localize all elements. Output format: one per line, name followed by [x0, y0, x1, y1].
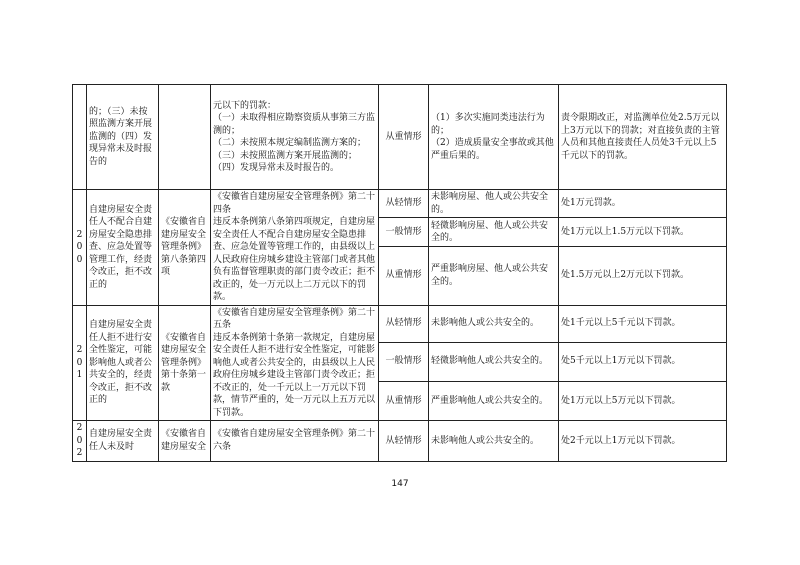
circumstance-cell: 严重影响房屋、他人或公共安全的。 — [429, 246, 559, 305]
severity-level-cell: 从重情形 — [379, 85, 429, 190]
circumstance-cell: 未影响他人或公共安全的。 — [429, 305, 559, 342]
table-row — [73, 85, 727, 190]
row-number-cell: 200 — [73, 190, 87, 306]
legal-basis-cell: 《安徽省自建房屋安全 — [159, 421, 211, 462]
circumstance-cell: 轻微影响房屋、他人或公共安全的。 — [429, 218, 559, 246]
row-number-cell: 202 — [73, 421, 87, 462]
table-row — [73, 190, 727, 218]
penalty-basis-cell — [211, 85, 379, 190]
penalty-standard-cell: 处1千元以上5千元以下罚款。 — [559, 305, 727, 342]
severity-level-cell: 从轻情形 — [379, 421, 429, 462]
legal-basis-cell: 《安徽省自建房屋安全管理条例》第八条第四项 — [159, 190, 211, 306]
penalty-basis-cell: 《安徽省自建房屋安全管理条例》第二十六条 — [211, 421, 379, 462]
penalty-basis-line: （二）未按照本规定编制监测方案的； — [213, 138, 367, 148]
page-number: 147 — [391, 479, 409, 489]
violation-behavior-cell: 自建房屋安全责任人不配合自建房屋安全隐患排查、应急处置等管理工作，经责令改正，拒不改正的 — [87, 190, 159, 306]
circumstance-line: （1）多次实施同类违法行为的； — [431, 113, 545, 136]
circumstance-cell — [429, 85, 559, 190]
circumstance-cell: 未影响房屋、他人或公共安全的。 — [429, 190, 559, 218]
violation-behavior-cell: 自建房屋安全责任人未及时 — [87, 421, 159, 462]
penalty-standard-table — [72, 84, 727, 462]
circumstance-cell: 轻微影响他人或公共安全的。 — [429, 342, 559, 381]
violation-behavior-cell: 的；（三）未按照监测方案开展监测的（四）发现异常未及时报告的 — [87, 85, 159, 190]
penalty-basis-line: （一）未取得相应勘察资质从事第三方监测的； — [213, 113, 376, 136]
penalty-basis-line: （三）未按照监测方案开展监测的； — [213, 150, 358, 161]
penalty-standard-cell: 处1万元以上5万元以下罚款。 — [559, 381, 727, 420]
severity-level-cell: 从重情形 — [379, 246, 429, 305]
penalty-basis-line: 元以下的罚款： — [213, 100, 277, 111]
penalty-standard-cell: 处1万元以上1.5万元以下罚款。 — [559, 218, 727, 246]
penalty-standard-cell: 处1.5万元以上2万元以下罚款。 — [559, 246, 727, 305]
legal-basis-cell — [159, 85, 211, 190]
severity-level-cell: 一般情形 — [379, 218, 429, 246]
table-row — [73, 421, 727, 462]
penalty-basis-cell: 《安徽省自建房屋安全管理条例》第二十五条 违反本条例第十条第一款规定，自建房屋安全责任人拒不进行安全性鉴定，可能影响他人或者公共安全的，由县级以上人民政府住房城乡建设主管部门责令改正；拒不改正的，处一千元以上一万元以下罚款，情节严重的，处一万元以上五万元以下罚款。 — [211, 305, 379, 421]
circumstance-cell: 严重影响他人或公共安全的。 — [429, 381, 559, 420]
severity-level-cell: 一般情形 — [379, 342, 429, 381]
legal-basis-cell: 《安徽省自建房屋安全管理条例》第十条第一款 — [159, 305, 211, 421]
severity-level-cell: 从轻情形 — [379, 305, 429, 342]
severity-level-cell: 从重情形 — [379, 381, 429, 420]
table-row — [73, 305, 727, 342]
penalty-standard-cell: 处2千元以上1万元以下罚款。 — [559, 421, 727, 462]
penalty-standard-cell: 处1万元罚款。 — [559, 190, 727, 218]
violation-behavior-cell: 自建房屋安全责任人拒不进行安全性鉴定，可能影响他人或者公共安全的，经责令改正，拒不改正的 — [87, 305, 159, 421]
circumstance-cell: 未影响他人或公共安全的。 — [429, 421, 559, 462]
severity-level-cell: 从轻情形 — [379, 190, 429, 218]
row-number-cell: 201 — [73, 305, 87, 421]
penalty-standard-cell: 处5千元以上1万元以下罚款。 — [559, 342, 727, 381]
penalty-standard-cell: 责令限期改正，对监测单位处2.5万元以上3万元以下的罚款；对直接负责的主管人员和其他直接责任人员处3千元以上5千元以下的罚款。 — [559, 85, 727, 190]
row-number-cell — [73, 85, 87, 190]
circumstance-line: （2）造成质量安全事故或其他严重后果的。 — [431, 138, 554, 161]
penalty-basis-cell: 《安徽省自建房屋安全管理条例》第二十四条 违反本条例第八条第四项规定，自建房屋安全责任人不配合自建房屋安全隐患排查、应急处置等管理工作的，由县级以上人民政府住房城乡建设主管部门或者其他负有监督管理职责的部门责令改正；拒不改正的，处一万元以上二万元以下的罚款。 — [211, 190, 379, 306]
penalty-basis-line: （四）发现异常未及时报告的。 — [213, 163, 340, 173]
